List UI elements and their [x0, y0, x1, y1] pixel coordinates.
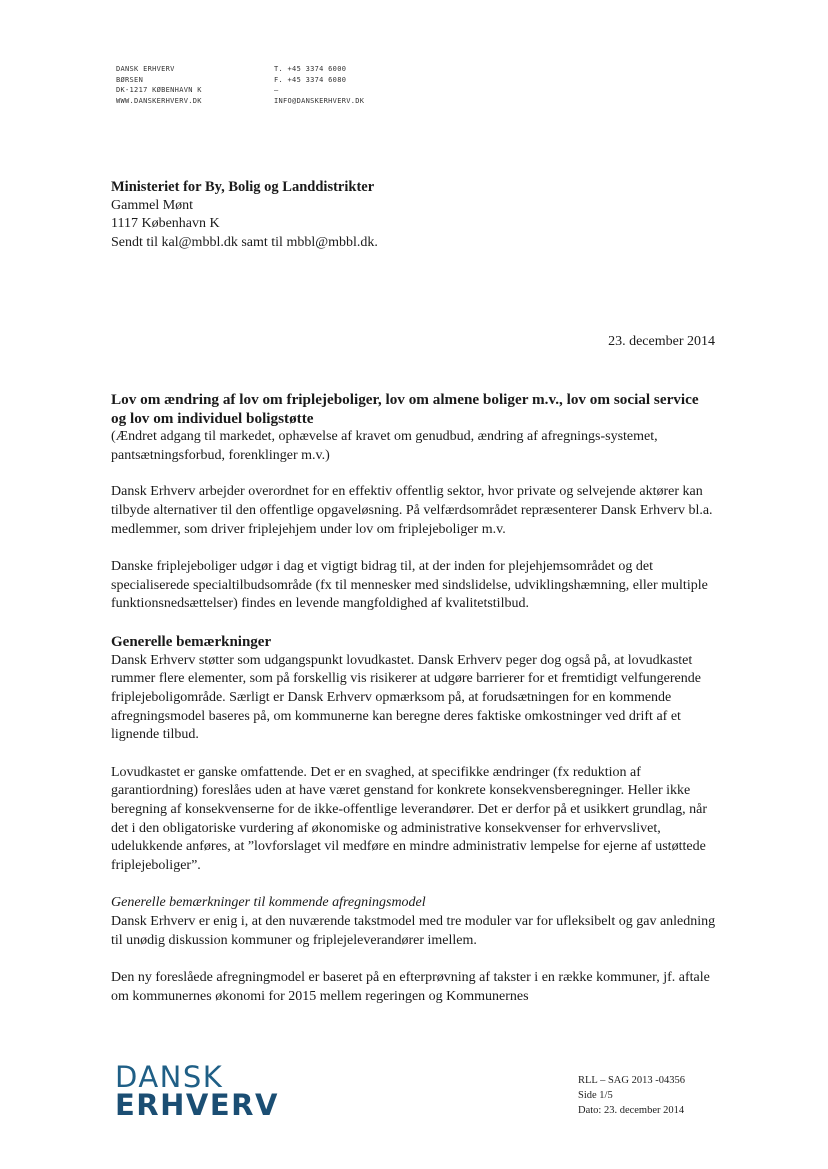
- body-paragraph: Den ny foreslåede afregningmodel er baseret på en efterprøvning af takster i en række kommuner, jf. aftale om kommunernes økonomi for 2015 mellem regeringen og Kommunernes: [111, 969, 710, 1004]
- body-paragraph: Dansk Erhverv støtter som udgangspunkt lovudkastet. Dansk Erhverv peger dog også på, at lovudkastet rummer flere elementer, som på forskellig vis risikerer at udgøre barrierer for et fremtidigt velfungerende friplejeboligområde. Særligt er Dansk Erhverv opmærksom på, at forudsætningen for en kommende afregningsmodel baseres på, om kommunerne kan beregne deres faktiske omkostninger ved drift af et lignende tilbud.: [111, 652, 701, 743]
- footer-reference: [578, 1073, 685, 1118]
- page-number: Side 1/5: [578, 1090, 613, 1101]
- recipient-address: [111, 178, 378, 252]
- sender-city: DK-1217 KØBENHAVN K: [116, 86, 202, 94]
- sender-fax: F. +45 3374 6080: [274, 75, 347, 84]
- subject-heading: Lov om ændring af lov om friplejeboliger, lov om almene boliger m.v., lov om social service og lov om individuel boligstøtte: [111, 391, 699, 427]
- sender-contact-block: [274, 64, 364, 106]
- footer-date: Dato: 23. december 2014: [578, 1105, 685, 1116]
- recipient-street: Gammel Mønt: [111, 197, 194, 213]
- section-heading-model: Generelle bemærkninger til kommende afregningsmodel: [111, 895, 426, 911]
- dansk-erhverv-logo: [115, 1060, 279, 1122]
- body-paragraph: Danske friplejeboliger udgør i dag et vigtigt bidrag til, at der inden for plejehjemsområdet og det specialiserede specialtilbudsområde (fx til mennesker med sindslidelse, udviklingshæmning, eller multiple funktionsnedsættelser) findes en levende mangfoldighed af kvalitetstilbud.: [111, 559, 708, 612]
- sender-address-block: [116, 64, 202, 106]
- letter-date: 23. december 2014: [608, 334, 715, 349]
- case-reference: RLL – SAG 2013 -04356: [578, 1075, 685, 1086]
- recipient-name: Ministeriet for By, Bolig og Landdistrikter: [111, 179, 375, 195]
- letter-body: [111, 390, 717, 1025]
- body-paragraph: Lovudkastet er ganske omfattende. Det er en svaghed, at specifikke ændringer (fx reduktion af garantiordning) foreslåes uden at have været genstand for konkrete konsekvensberegninger. Heller ikke beregning af konsekvenserne for de ikke-offentlige leverandører. Det er derfor på et usikkert grundlag, når det i den obligatoriske vurdering af økonomiske og administrative konsekvenser for erhvervslivet, udelukkende anføres, at ”lovforslaget vil medføre en mindre administrativ lempelse for ejerne af ustøttede friplejeboliger”.: [111, 764, 708, 874]
- sender-email: INFO@DANSKERHVERV.DK: [274, 96, 365, 105]
- recipient-city: 1117 København K: [111, 216, 220, 231]
- body-paragraph: Dansk Erhverv arbejder overordnet for en effektiv offentlig sektor, hvor private og selvejende aktører kan tilbyde alternativer til den offentlige opgaveløsning. På velfærdsområdet repræsenterer Dansk Erhverv bl.a. medlemmer, som driver friplejehjem under lov om friplejeboliger m.v.: [111, 484, 713, 537]
- logo-line-1: DANSK: [115, 1060, 224, 1094]
- body-paragraph: Dansk Erhverv er enig i, at den nuværende takstmodel med tre moduler var for ufleksibelt og gav anledning til unødig diskussion kommuner og friplejeleverandører imellem.: [111, 914, 716, 948]
- sender-dash: –: [274, 86, 279, 94]
- sender-name: DANSK ERHVERV: [116, 65, 175, 73]
- subject-note: (Ændret adgang til markedet, ophævelse af kravet om genudbud, ændring af afregnings-systemet, pantsætningsforbud, forenklinger m.v.): [111, 429, 658, 463]
- logo-line-2: ERHVERV: [115, 1088, 279, 1122]
- sender-website: WWW.DANSKERHVERV.DK: [116, 96, 202, 105]
- sender-building: BØRSEN: [116, 75, 144, 84]
- recipient-sent-note: Sendt til kal@mbbl.dk samt til mbbl@mbbl.dk.: [111, 234, 378, 250]
- sender-phone: T. +45 3374 6000: [274, 65, 347, 73]
- section-heading-general: Generelle bemærkninger: [111, 633, 272, 650]
